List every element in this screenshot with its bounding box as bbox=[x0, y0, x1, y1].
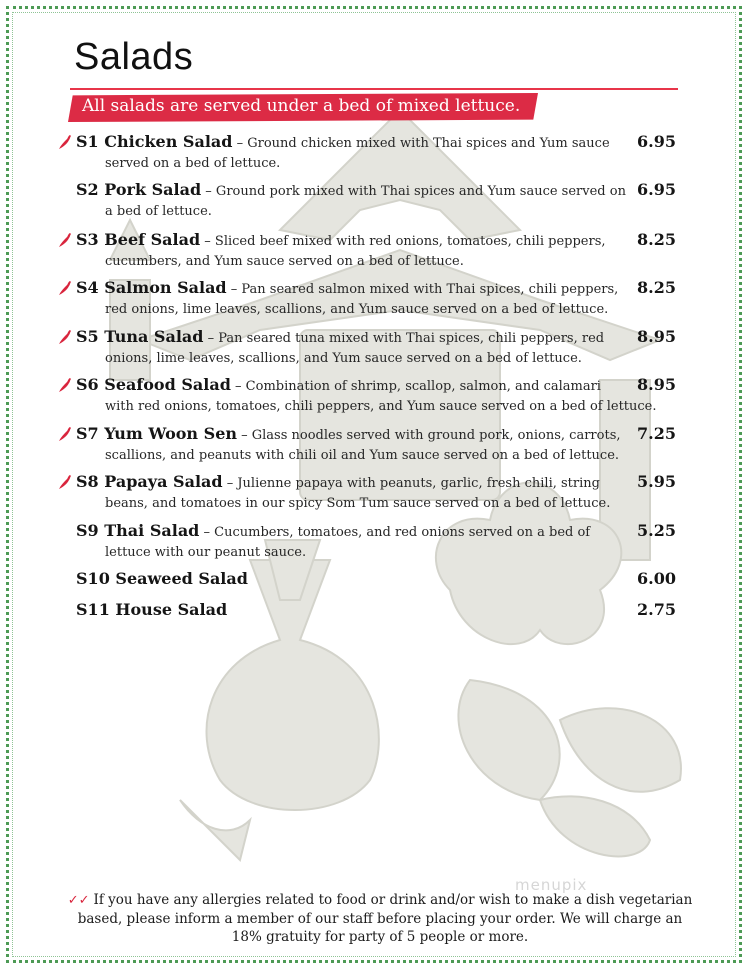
menu-item-line-1 bbox=[76, 180, 676, 202]
menu-item-price: 6.00 bbox=[637, 569, 676, 588]
menu-item-description: – Julienne papaya with peanuts, garlic, fresh chili, string bbox=[222, 476, 600, 491]
note-line-1: If you have any allergies related to food or drink and/or wish to make a dish vegetarian bbox=[93, 892, 693, 908]
menu-item-name: S11 House Salad bbox=[76, 600, 228, 619]
menu-item-description-continued: cucumbers, and Yum sauce served on a bed of lettuce. bbox=[105, 254, 464, 269]
menu-item-description-continued: onions, lime leaves, scallions, and Yum sauce served on a bed of lettuce. bbox=[105, 351, 582, 366]
menu-item-description-continued: red onions, lime leaves, scallions, and Yum sauce served on a bed of lettuce. bbox=[105, 302, 609, 317]
menu-item-name: S1 Chicken Salad bbox=[76, 132, 233, 151]
chili-pepper-icon bbox=[58, 329, 72, 345]
menu-item bbox=[76, 472, 676, 513]
menu-item bbox=[76, 375, 676, 416]
chili-pepper-icon bbox=[58, 426, 72, 442]
menu-item bbox=[76, 278, 676, 319]
menu-item-line-1 bbox=[76, 472, 676, 494]
menu-item-name: S7 Yum Woon Sen bbox=[76, 424, 237, 443]
menu-item-line-1 bbox=[76, 230, 676, 252]
menu-item-price: 6.95 bbox=[637, 132, 676, 151]
menu-item-description: – Ground pork mixed with Thai spices and Yum sauce served on bbox=[201, 184, 626, 199]
menu-item-line-1 bbox=[76, 569, 676, 591]
checkmark-icon: ✓✓ bbox=[67, 893, 90, 908]
menu-item-price: 7.25 bbox=[637, 424, 676, 443]
chili-pepper-icon bbox=[58, 232, 72, 248]
menu-item-name: S5 Tuna Salad bbox=[76, 327, 204, 346]
menu-item bbox=[76, 327, 676, 368]
note-line-3: 18% gratuity for party of 5 people or more. bbox=[231, 929, 529, 945]
chili-pepper-icon bbox=[58, 134, 72, 150]
menu-item-name: S9 Thai Salad bbox=[76, 521, 200, 540]
menu-item-line-1 bbox=[76, 132, 676, 154]
menu-item bbox=[76, 521, 676, 562]
chili-pepper-icon bbox=[58, 377, 72, 393]
menu-item-description: – Glass noodles served with ground pork, onions, carrots, bbox=[237, 428, 621, 443]
menu-item-price: 5.95 bbox=[637, 472, 676, 491]
menu-item bbox=[76, 132, 676, 173]
menu-item-price: 8.25 bbox=[637, 278, 676, 297]
menu-item-line-1 bbox=[76, 327, 676, 349]
menu-item-description-continued: beans, and tomatoes in our spicy Som Tum sauce served on a bed of lettuce. bbox=[105, 496, 611, 511]
menu-item-description: – Pan seared salmon mixed with Thai spices, chili peppers, bbox=[226, 282, 619, 297]
menu-item bbox=[76, 569, 676, 591]
menu-item-name: S4 Salmon Salad bbox=[76, 278, 227, 297]
menu-item-description-continued: scallions, and peanuts with chili oil and Yum sauce served on a bed of lettuce. bbox=[105, 448, 620, 463]
menu-item-description-continued: lettuce with our peanut sauce. bbox=[105, 545, 307, 560]
note-line-2: based, please inform a member of our staff before placing your order. We will charge an bbox=[77, 911, 683, 927]
watermark: menupix bbox=[515, 876, 588, 894]
menu-item-description: – Sliced beef mixed with red onions, tomatoes, chili peppers, bbox=[200, 234, 606, 249]
menu-item-line-1 bbox=[76, 278, 676, 300]
menu-item-price: 8.25 bbox=[637, 230, 676, 249]
menu-item-name: S10 Seaweed Salad bbox=[76, 569, 248, 588]
menu-item-name: S8 Papaya Salad bbox=[76, 472, 223, 491]
menu-item bbox=[76, 230, 676, 271]
menu-item-description-continued: with red onions, tomatoes, chili peppers, and Yum sauce served on a bed of lettuce. bbox=[105, 399, 657, 414]
menu-item-price: 8.95 bbox=[637, 327, 676, 346]
menu-item-line-1 bbox=[76, 521, 676, 543]
chili-pepper-icon bbox=[58, 474, 72, 490]
banner-text: All salads are served under a bed of mixed lettuce. bbox=[82, 96, 521, 116]
menu-item bbox=[76, 180, 676, 221]
menu-item-name: S6 Seafood Salad bbox=[76, 375, 231, 394]
menu-item-price: 8.95 bbox=[637, 375, 676, 394]
menu-item-price: 2.75 bbox=[637, 600, 676, 619]
menu-item-line-1 bbox=[76, 424, 676, 446]
allergy-note bbox=[60, 891, 700, 946]
menu-item-description-continued: a bed of lettuce. bbox=[105, 204, 212, 219]
page-title: Salads bbox=[74, 36, 194, 78]
menu-item-description-continued: served on a bed of lettuce. bbox=[105, 156, 281, 171]
menu-item-line-1 bbox=[76, 600, 676, 622]
title-underline bbox=[70, 88, 678, 90]
menu-item-description: – Pan seared tuna mixed with Thai spices, chili peppers, red bbox=[203, 331, 605, 346]
chili-pepper-icon bbox=[58, 280, 72, 296]
menu-item-line-1 bbox=[76, 375, 676, 397]
menu-item bbox=[76, 600, 676, 622]
menu-item bbox=[76, 424, 676, 465]
menu-item-description: – Combination of shrimp, scallop, salmon, and calamari bbox=[230, 379, 601, 394]
menu-item-name: S3 Beef Salad bbox=[76, 230, 201, 249]
menu-item-description: – Ground chicken mixed with Thai spices and Yum sauce bbox=[232, 136, 610, 151]
menu-item-name: S2 Pork Salad bbox=[76, 180, 202, 199]
menu-item-price: 6.95 bbox=[637, 180, 676, 199]
menu-item-price: 5.25 bbox=[637, 521, 676, 540]
menu-item-description: – Cucumbers, tomatoes, and red onions served on a bed of bbox=[199, 525, 591, 540]
